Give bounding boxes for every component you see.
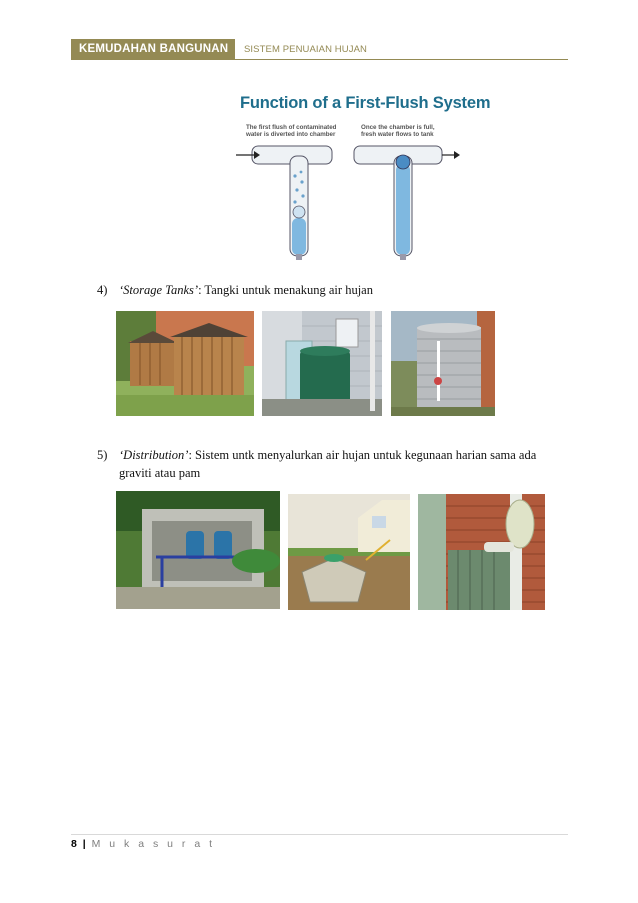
first-flush-note-right: Once the chamber is full, fresh water flows to tank — [361, 124, 435, 138]
footer — [71, 838, 215, 850]
photo-wooden-tanks — [116, 311, 254, 416]
label-ball-seals: Ball seals off chamber — [353, 168, 389, 182]
list-item-distribution — [97, 446, 536, 465]
photo-underground-tank — [288, 494, 410, 610]
first-flush-title: Function of a First-Flush System — [240, 94, 491, 112]
photo-downpipe-diverter — [418, 494, 545, 610]
list-number: 4) — [97, 283, 108, 297]
first-flush-note-left: The first flush of contaminated water is diverted into chamber — [246, 124, 337, 138]
first-flush-unit-right — [354, 146, 460, 260]
header-rule — [71, 59, 568, 60]
header-subtitle: SISTEM PENUAIAN HUJAN — [244, 44, 367, 55]
list-number: 5) — [97, 448, 108, 462]
desc-distribution-cont: graviti atau pam — [119, 466, 201, 480]
first-flush-unit-left — [236, 146, 332, 260]
photo-pump-enclosure — [116, 491, 280, 609]
label-to-tank: To tank — [430, 168, 452, 175]
photo-green-tank — [262, 311, 382, 416]
desc-storage-tanks: : Tangki untuk menakung air hujan — [198, 283, 373, 297]
list-item-storage-tanks — [97, 281, 373, 300]
header-title: KEMUDAHAN BANGUNAN — [71, 39, 235, 59]
label-water-flow: Water flow from roof — [243, 168, 275, 182]
term-distribution: ‘Distribution’ — [119, 448, 189, 462]
footer-label: M u k a s u r a t — [91, 838, 215, 850]
footer-separator: | — [82, 838, 86, 850]
term-storage-tanks: ‘Storage Tanks’ — [119, 283, 199, 297]
desc-distribution: : Sistem untk menyalurkan air hujan untuk kegunaan harian sama ada — [188, 448, 537, 462]
photo-steel-tank — [391, 311, 495, 416]
footer-rule — [71, 834, 568, 835]
first-flush-diagram — [232, 138, 462, 268]
page-number: 8 — [71, 838, 77, 850]
